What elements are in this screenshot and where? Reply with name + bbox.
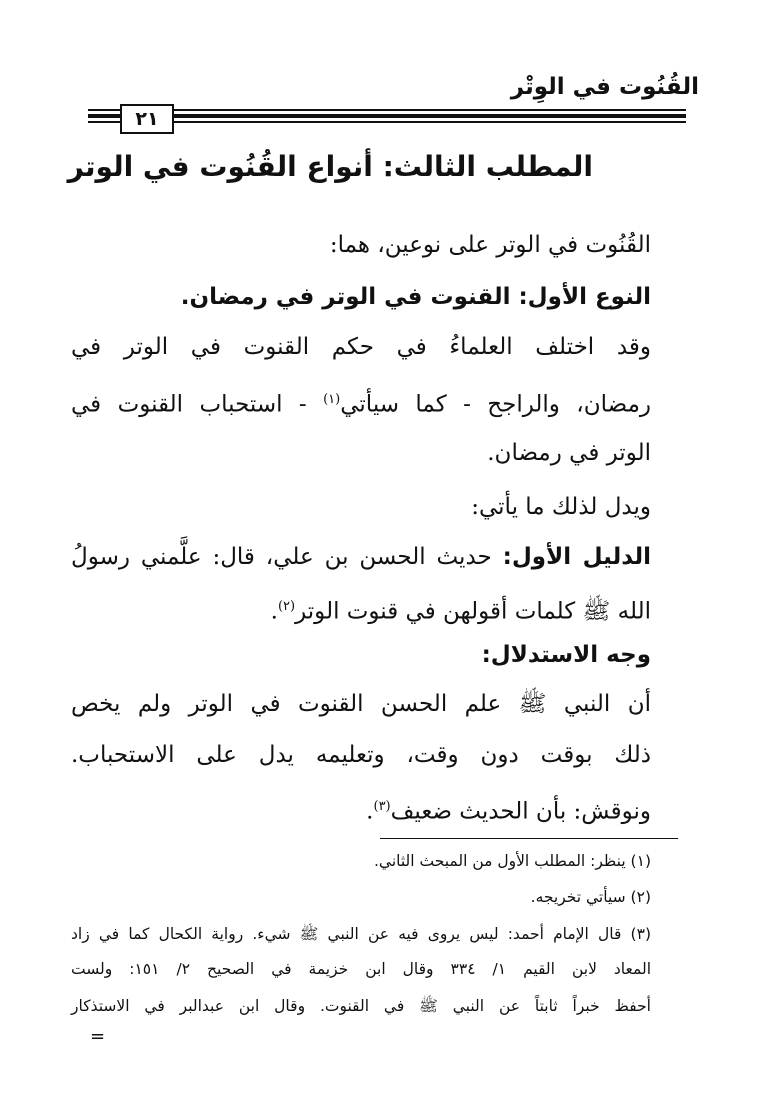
- page-number: ٢١: [120, 104, 174, 134]
- footnote-2: (٢) سيأتي تخريجه.: [530, 888, 651, 906]
- text-line: [71, 373, 651, 432]
- subheading-first-type: النوع الأول: القنوت في الوتر في رمضان.: [180, 284, 651, 310]
- text-line: الوتر في رمضان.: [487, 440, 651, 466]
- continuation-mark: =: [90, 1026, 106, 1047]
- running-head: القُنُوت في الوِتْر: [510, 74, 699, 100]
- text-line: أن النبي ﷺ علم الحسن القنوت في الوتر ولم يخص: [71, 691, 651, 717]
- header-rule-line: [88, 121, 686, 123]
- text-span: - استحباب القنوت في: [71, 391, 324, 418]
- header-rule: [88, 107, 686, 129]
- text-span: .: [366, 798, 374, 825]
- footnote-ref-1[interactable]: (١): [323, 392, 341, 407]
- text-span: .: [270, 598, 278, 625]
- header-rule-line: [88, 109, 686, 111]
- footnote-3-cont: أحفظ خبراً ثابتاً عن النبي ﷺ في القنوت. وقال ابن عبدالبر في الاستذكار: [71, 997, 651, 1015]
- text-span: الله ﷺ كلمات أقولهن في قنوت الوتر: [295, 598, 651, 625]
- text-line: القُنُوت في الوتر على نوعين، هما:: [329, 232, 651, 258]
- footnote-3: (٣) قال الإمام أحمد: ليس يروى فيه عن النبي ﷺ شيء. رواية الكحال كما في زاد: [71, 925, 651, 943]
- text-span: حديث الحسن بن علي، قال: علَّمني رسولُ: [71, 544, 503, 570]
- text-span: ونوقش: بأن الحديث ضعيف: [390, 798, 651, 825]
- text-line: [71, 530, 651, 584]
- footnote-ref-2[interactable]: (٢): [277, 599, 296, 614]
- subheading-inference: وجه الاستدلال:: [481, 642, 651, 668]
- header-rule-line: [88, 114, 686, 118]
- text-span: رمضان، والراجح - كما سيأتي: [340, 391, 651, 418]
- footnote-ref-3[interactable]: (٣): [373, 799, 391, 814]
- footnote-3-cont: المعاد لابن القيم ١/ ٣٣٤ وقال ابن خزيمة في الصحيح ٢/ ١٥١: ولست: [71, 960, 652, 978]
- text-line: ذلك بوقت دون وقت، وتعليمه يدل على الاستحباب.: [71, 742, 651, 768]
- evidence-label: الدليل الأول:: [502, 544, 652, 570]
- footnote-separator: [380, 838, 678, 839]
- text-line: وقد اختلف العلماءُ في حكم القنوت في الوتر في: [71, 334, 651, 360]
- text-line: ويدل لذلك ما يأتي:: [471, 494, 651, 520]
- section-title: المطلب الثالث: أنواع القُنُوت في الوتر: [67, 150, 593, 183]
- text-line: [366, 780, 651, 839]
- footnote-1: (١) ينظر: المطلب الأول من المبحث الثاني.: [373, 852, 651, 870]
